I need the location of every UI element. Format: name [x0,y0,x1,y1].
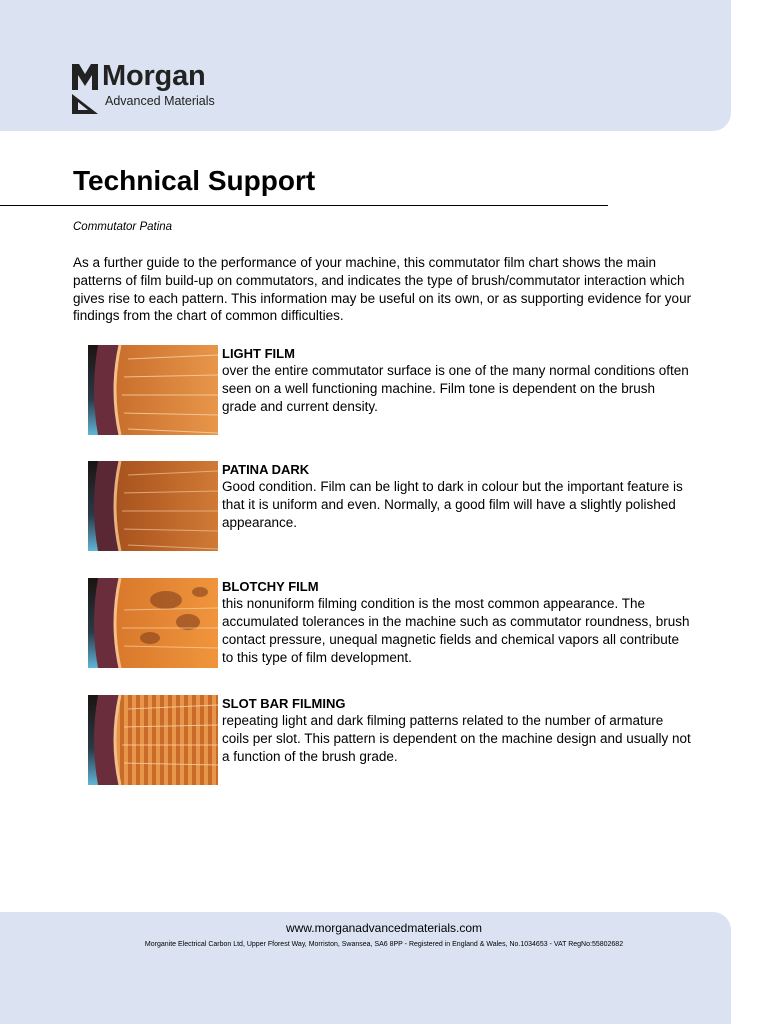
entry-body: repeating light and dark filming patterns related to the number of armature coils per slot. This pattern is dependent on the machine design and usually not a function of the brush grade. [222,713,691,764]
morgan-logo [72,60,262,116]
entry-body: over the entire commutator surface is one of the many normal conditions often seen on a well functioning machine. Film tone is dependent on the brush grade and current density. [222,363,689,414]
entry-heading: LIGHT FILM [222,346,295,361]
entry-heading: PATINA DARK [222,462,310,477]
intro-paragraph: As a further guide to the performance of your machine, this commutator film chart shows the main patterns of film build-up on commutators, and indicates the type of brush/commutator interaction which gives rise to each pattern. This information may be useful on its own, or as supporting evidence for your findings from the chart of common difficulties. [73,255,692,324]
entry-heading: BLOTCHY FILM [222,579,319,594]
footer-website-link[interactable]: www.morganadvancedmaterials.com [285,921,483,935]
footer-legal-text: Morganite Electrical Carbon Ltd, Upper Fforest Way, Morriston, Swansea, SA6 8PP - Registered in England & Wales, No.1034653 - VAT RegNo:55802682 [144,941,624,948]
entry-body: Good condition. Film can be light to dark in colour but the important feature is that it is uniform and even. Normally, a good film will have a slightly polished appearance. [222,479,683,530]
entry-body: this nonuniform filming condition is the most common appearance. The accumulated tolerances in the machine such as commutator roundness, brush contact pressure, unequal magnetic fields and chemical vapors all contribute to this type of film development. [222,596,690,665]
page-title: Technical Support [73,165,316,196]
brand-name: Morgan [102,60,206,92]
page-subtitle: Commutator Patina [73,221,173,233]
title-divider [0,205,608,206]
commutator-photo-patina-dark [88,461,218,551]
morgan-logo-mark-icon [72,64,98,114]
brand-tagline: Advanced Materials [105,94,215,108]
commutator-photo-slot-bar [88,695,218,785]
commutator-photo-light [88,345,218,435]
commutator-photo-blotchy [88,578,218,668]
entry-heading: SLOT BAR FILMING [222,696,346,711]
